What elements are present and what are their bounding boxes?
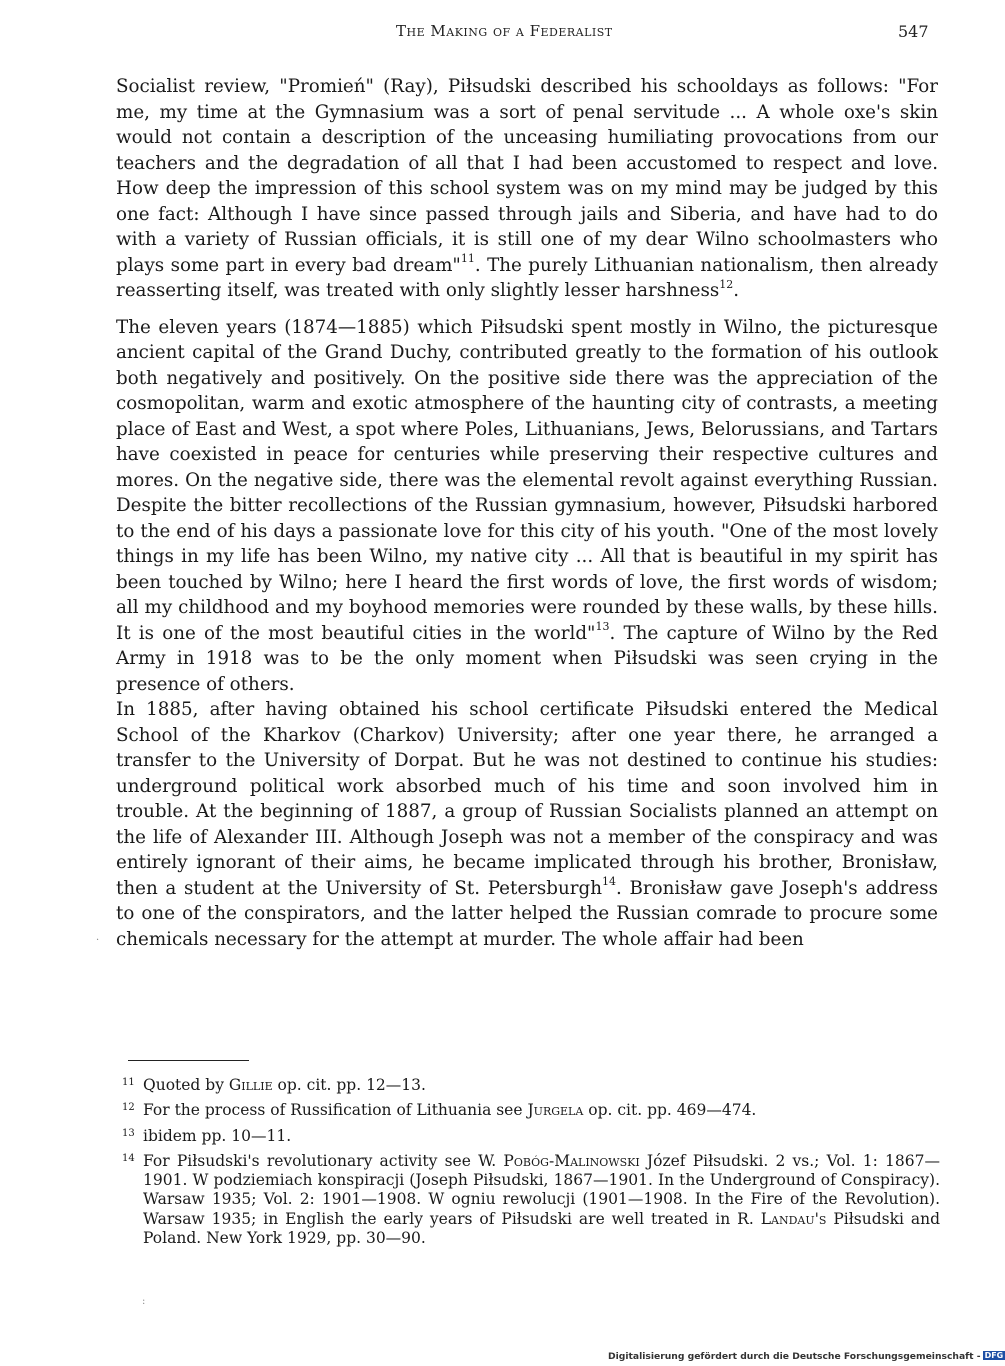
- paragraph-2: The eleven years (1874—1885) which Piłsudski spent mostly in Wilno, the picturesque ancient capital of the Grand Duchy, contributed greatly to the formation of his outlook both negatively and positively. On the positive side there was the appreciation of the cosmopolitan, warm and exotic atmosphere of the haunting city of contrasts, a meeting place of East and West, a spot where Poles, Lithuanians, Jews, Belorussians, and Tartars have coexisted in peace for centuries while preserving their respective cultures and mores. On the negative side, there was the elemental revolt against everything Russian. Despite the bitter recollections of the Russian gymnasium, however, Piłsudski harbored to the end of his days a passionate love for this city of his youth. "One of the most lovely things in my life has been Wilno, my native city ... All that is beautiful in my spirit has been touched by Wilno; here I heard the first words of love, the first words of wisdom; all my childhood and my boyhood memories were rounded by these walls, by these hills. It is one of the most beautiful cities in the world"$^{13}$. The capture of Wilno by the Red Army in 1918 was to be the only moment when Piłsudski was seen crying in the presence of others.: [116, 316, 939, 695]
- footnote-ref-14: 14: [601, 875, 616, 889]
- footnote-14: 14 For Piłsudski's revolutionary activity see W. Pobóg-Malinowski Józef Piłsudski. 2 vs.; Vol. 1: 1867—1901. W podziemiach konspiracji (Joseph Piłsudski, 1867—1901. In the Underground of Conspiracy). Warsaw 1935; Vol. 2: 1901—1908. W ogniu rewolucji (1901—1908. In the Fire of the Revolution). Warsaw 1935; in English the early years of Piłsudski are well treated in R. Landau's Piłsudski and Poland. New York 1929, pp. 30—90.: [122, 1151, 941, 1248]
- dfg-logo-icon: DFG: [984, 1351, 1004, 1360]
- paragraph-3: In 1885, after having obtained his school certificate Piłsudski entered the Medical School of the Kharkov (Charkov) University; after one year there, he arranged a transfer to the University of Dorpat. But he was not destined to continue his studies: underground political work absorbed much of his time and soon involved him in trouble. At the beginning of 1887, a group of Russian Socialists planned an attempt on the life of Alexander III. Although Joseph was not a member of the conspiracy and was entirely ignorant of their aims, he became implicated through his brother, Bronisław, then a student at the University of St. Petersburgh$^{14}$. Bronisław gave Joseph's address to one of the conspirators, and the latter helped the Russian comrade to procure some chemicals necessary for the attempt at murder. The whole affair had been: [116, 699, 938, 950]
- scan-speck: ·: [96, 935, 100, 946]
- footnote-ref-11: 11: [460, 252, 475, 266]
- digitization-credit: Digitalisierung gefördert durch die Deutsche Forschungsgemeinschaft - DFG: [608, 1351, 1004, 1362]
- main-text: [116, 74, 938, 952]
- footnote-rule: [128, 1060, 249, 1061]
- running-title: The Making of a Federalist: [396, 22, 613, 40]
- footnote-12: 12 For the process of Russification of Lithuania see Jurgela op. cit. pp. 469—474.: [122, 1101, 757, 1120]
- footnote-13: 13 ibidem pp. 10—11.: [122, 1126, 292, 1145]
- paragraph-1: Socialist review, "Promień" (Ray), Piłsudski described his schooldays as follows: "For me, my time at the Gymnasium was a sort of penal servitude ... A whole oxe's skin would not contain a description of the unceasing humiliating provocations from our teachers and the degradation of all that I had been accustomed to respect and love. How deep the impression of this school system was on my mind may be judged by this one fact: Although I have since passed through jails and Siberia, and have had to do with a variety of Russian officials, it is still one of my dear Wilno schoolmasters who plays some part in every bad dream"$^{11}$. The purely Lithuanian nationalism, then already reasserting itself, was treated with only slightly lesser harshness$^{12}$.: [116, 76, 938, 301]
- scan-speck: :: [142, 1296, 146, 1307]
- footnote-ref-12: 12: [719, 277, 734, 291]
- footnote-11: 11 Quoted by Gillie op. cit. pp. 12—13.: [122, 1076, 426, 1094]
- page-number: 547: [898, 22, 929, 41]
- footnote-ref-13: 13: [595, 620, 610, 634]
- footnotes: [122, 1076, 940, 1254]
